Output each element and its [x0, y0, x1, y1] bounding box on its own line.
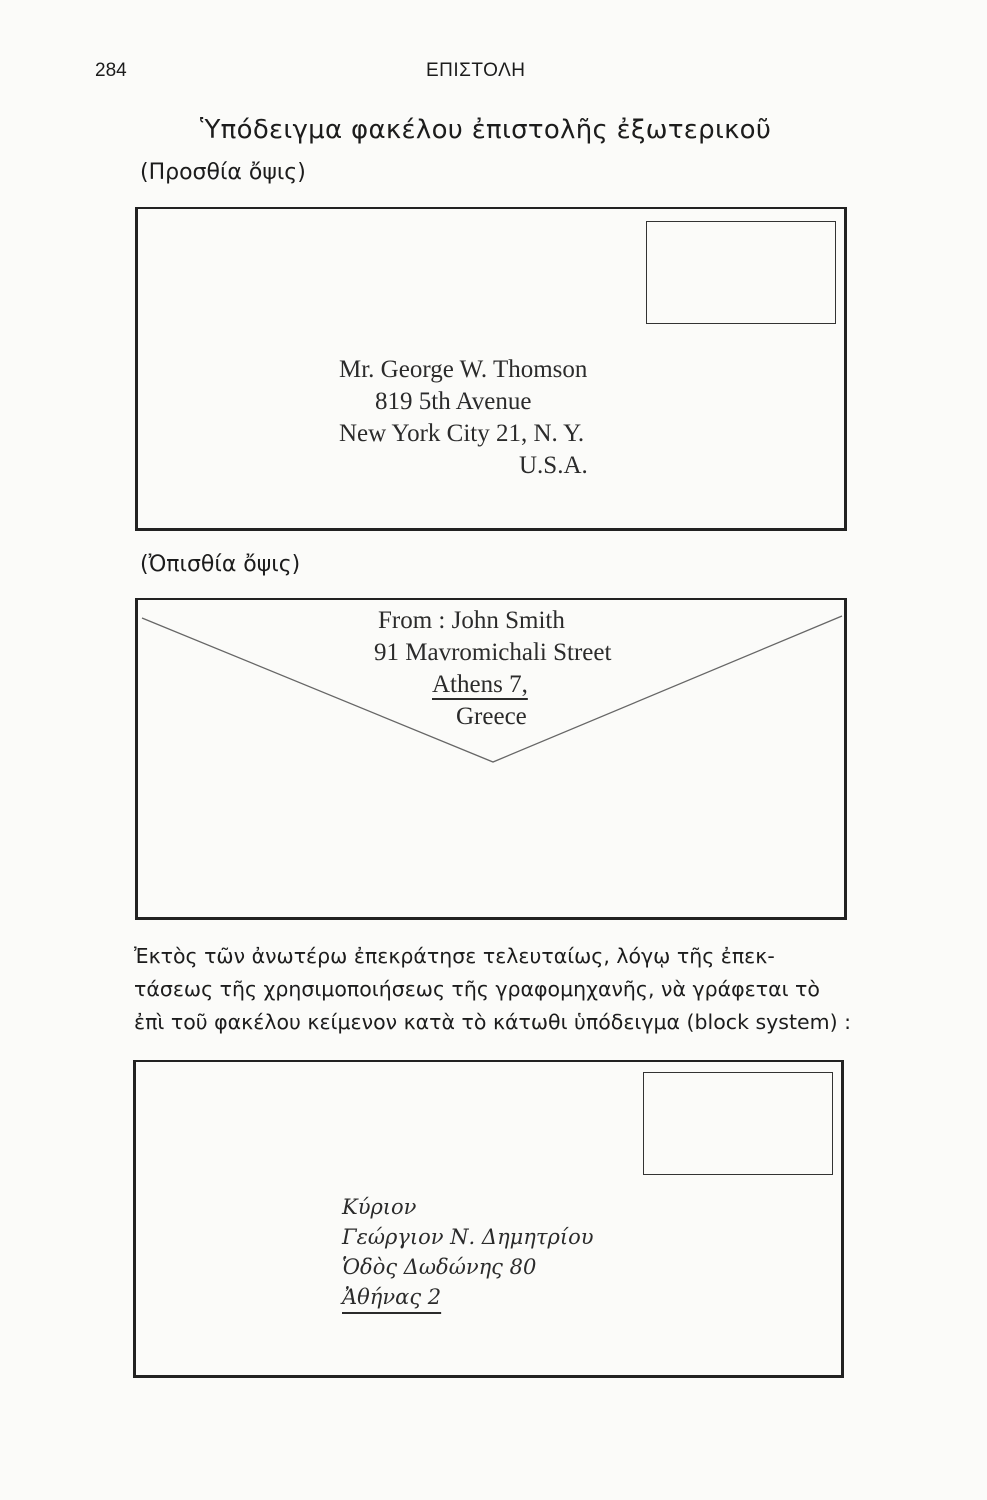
- back-view-label: (Ὀπισθία ὄψις): [140, 552, 301, 577]
- address-line: Ἀθήνας 2: [342, 1285, 442, 1309]
- front-envelope: [135, 207, 847, 531]
- paragraph-line: ἐπὶ τοῦ φακέλου κείμενον κατὰ τὸ κάτωθι ὑπόδειγμα (block system) :: [134, 1010, 851, 1034]
- page-title: Ὑπόδειγμα φακέλου ἐπιστολῆς ἐξωτερικοῦ: [200, 115, 772, 145]
- address-line: Κύριον: [342, 1195, 417, 1219]
- back-envelope: [135, 598, 847, 920]
- recipient-address: [339, 354, 588, 482]
- running-head: ΕΠΙΣΤΟΛΗ: [426, 60, 526, 81]
- paragraph-line: τάσεως τῆς χρησιμοποιήσεως τῆς γραφομηχανῆς, νὰ γράφεται τὸ: [134, 977, 820, 1001]
- front-view-label: (Προσθία ὄψις): [140, 160, 306, 185]
- address-line: U.S.A.: [519, 452, 588, 479]
- address-line: Ὁδὸς Δωδώνης 80: [342, 1255, 537, 1279]
- body-paragraph: [134, 940, 851, 1039]
- page-number: 284: [95, 60, 127, 81]
- paragraph-line: Ἐκτὸς τῶν ἀνωτέρω ἐπεκράτησε τελευταίως, λόγῳ τῆς ἐπεκ-: [134, 944, 775, 968]
- block-system-envelope: [133, 1060, 844, 1378]
- sender-address: [374, 605, 611, 733]
- address-line: New York City 21, N. Y.: [339, 420, 585, 447]
- address-line: 91 Mavromichali Street: [374, 639, 612, 666]
- address-line: Athens 7,: [432, 671, 528, 698]
- address-line: Greece: [456, 703, 527, 730]
- address-line: 819 5th Avenue: [375, 388, 532, 415]
- recipient-address: [342, 1192, 594, 1312]
- stamp-box: [646, 221, 836, 324]
- address-line: Mr. George W. Thomson: [339, 356, 588, 383]
- address-line: From : John Smith: [378, 607, 565, 634]
- stamp-box: [643, 1072, 833, 1175]
- address-line: Γεώργιον Ν. Δημητρίου: [342, 1225, 594, 1249]
